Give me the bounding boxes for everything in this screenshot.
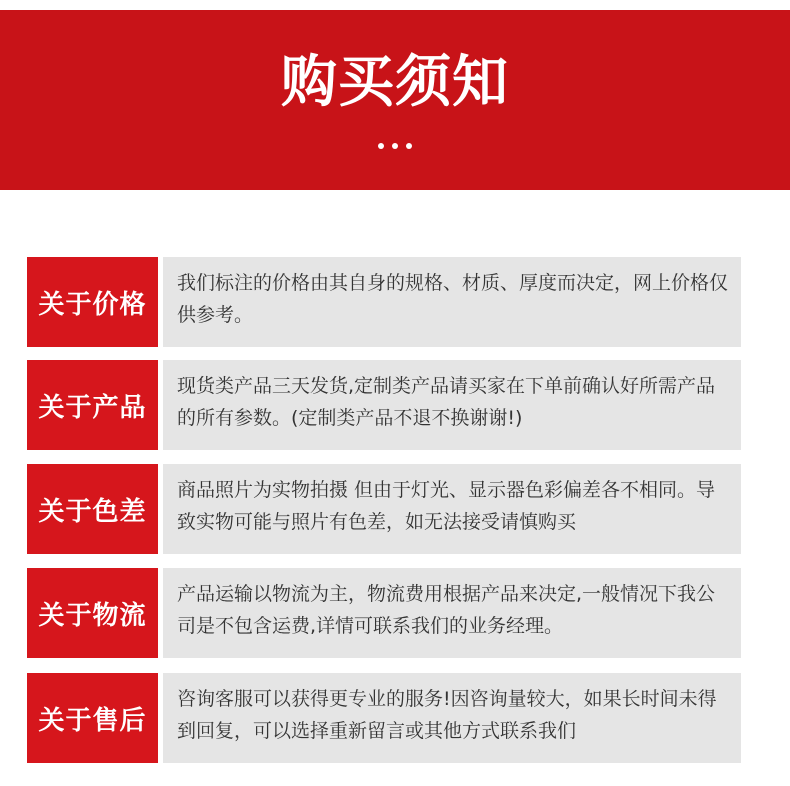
notice-row-logistics [27,568,741,658]
notice-row-color [27,464,741,554]
notice-label: 关于价格 [27,257,158,347]
notice-text: 咨询客服可以获得更专业的服务!因咨询量较大，如果长时间未得到回复，可以选择重新留言或其他方式联系我们 [163,673,741,763]
notice-text: 商品照片为实物拍摄 但由于灯光、显示器色彩偏差各不相同。导致实物可能与照片有色差，如无法接受请慎购买 [163,464,741,554]
decorative-dots [0,143,790,149]
notice-label: 关于产品 [27,360,158,450]
dot-icon [406,143,412,149]
notice-label: 关于售后 [27,673,158,763]
notice-text: 现货类产品三天发货,定制类产品请买家在下单前确认好所需产品的所有参数。(定制类产品不退不换谢谢!) [163,360,741,450]
notice-row-price [27,257,741,347]
notice-row-product [27,360,741,450]
notice-label: 关于色差 [27,464,158,554]
dot-icon [378,143,384,149]
notice-text: 产品运输以物流为主，物流费用根据产品来决定,一般情况下我公司是不包含运费,详情可联系我们的业务经理。 [163,568,741,658]
notice-row-aftersales [27,673,741,763]
notice-label: 关于物流 [27,568,158,658]
dot-icon [392,143,398,149]
page-title: 购买须知 [281,50,509,115]
header-banner [0,10,790,190]
notice-text: 我们标注的价格由其自身的规格、材质、厚度而决定，网上价格仅供参考。 [163,257,741,347]
